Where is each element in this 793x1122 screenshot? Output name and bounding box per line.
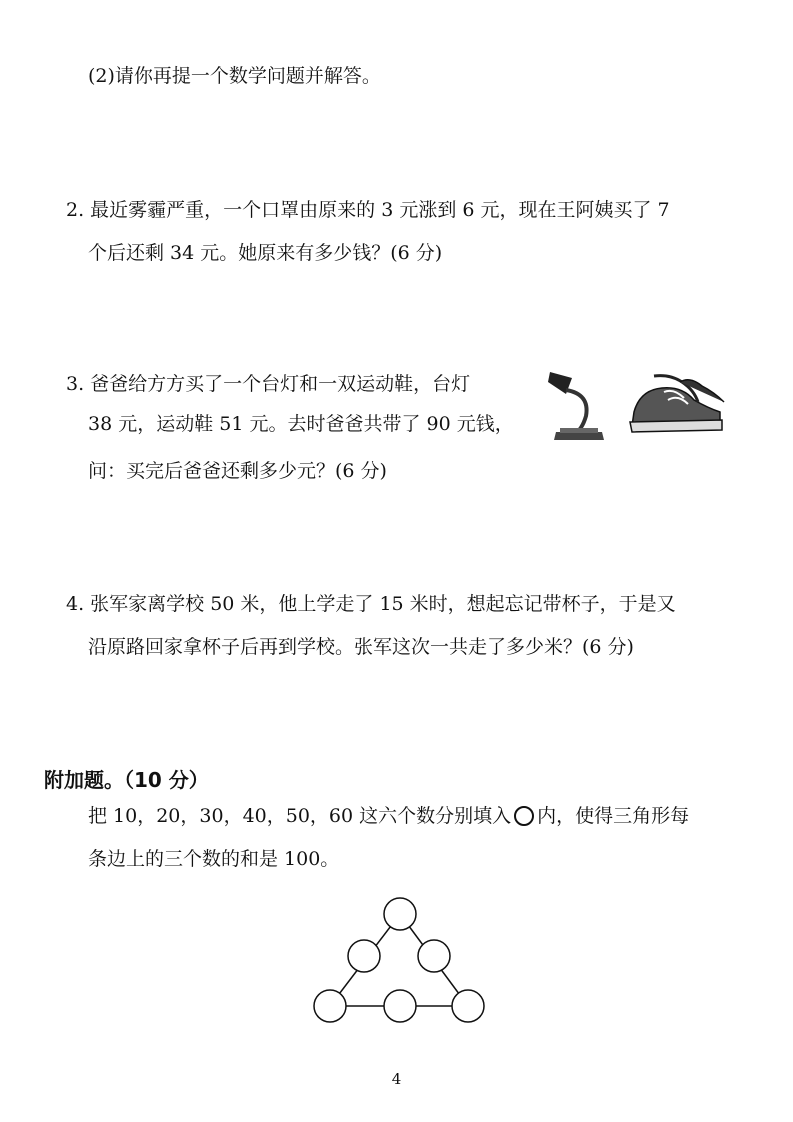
- bonus-title: 附加题。（10 分）: [44, 768, 209, 792]
- q1-part2: (2)请你再提一个数学问题并解答。: [88, 65, 381, 87]
- triangle-diagram: [306, 894, 490, 1030]
- bonus-text-line1: [88, 804, 689, 828]
- circle-icon: [514, 806, 534, 826]
- circle-slot-right-mid[interactable]: [418, 940, 450, 972]
- bonus-text-line2: 条边上的三个数的和是 100。: [88, 848, 340, 870]
- q3-line1: 3. 爸爸给方方买了一个台灯和一双运动鞋，台灯: [66, 373, 471, 395]
- page-number: 4: [391, 1070, 402, 1088]
- q4-line1: 4. 张军家离学校 50 米，他上学走了 15 米时，想起忘记带杯子，于是又: [66, 593, 676, 615]
- q2-line1: 2. 最近雾霾严重，一个口罩由原来的 3 元涨到 6 元，现在王阿姨买了 7: [66, 199, 670, 221]
- circle-slot-top[interactable]: [384, 898, 416, 930]
- lamp-icon: [546, 368, 608, 444]
- bonus-text-part-b: 内，使得三角形每: [537, 805, 690, 827]
- bonus-text-part-a: 把 10，20，30，40，50，60 这六个数分别填入: [88, 805, 512, 827]
- circle-slot-bottom-mid[interactable]: [384, 990, 416, 1022]
- q2-line2: 个后还剩 34 元。她原来有多少钱？(6 分): [88, 242, 443, 264]
- circle-slot-bottom-right[interactable]: [452, 990, 484, 1022]
- sneakers-icon: [624, 372, 728, 438]
- circle-slot-bottom-left[interactable]: [314, 990, 346, 1022]
- circle-slot-left-mid[interactable]: [348, 940, 380, 972]
- q3-line2: 38 元，运动鞋 51 元。去时爸爸共带了 90 元钱，: [88, 413, 514, 435]
- q4-line2: 沿原路回家拿杯子后再到学校。张军这次一共走了多少米？(6 分): [88, 636, 634, 658]
- q3-line3: 问：买完后爸爸还剩多少元？(6 分): [88, 460, 387, 482]
